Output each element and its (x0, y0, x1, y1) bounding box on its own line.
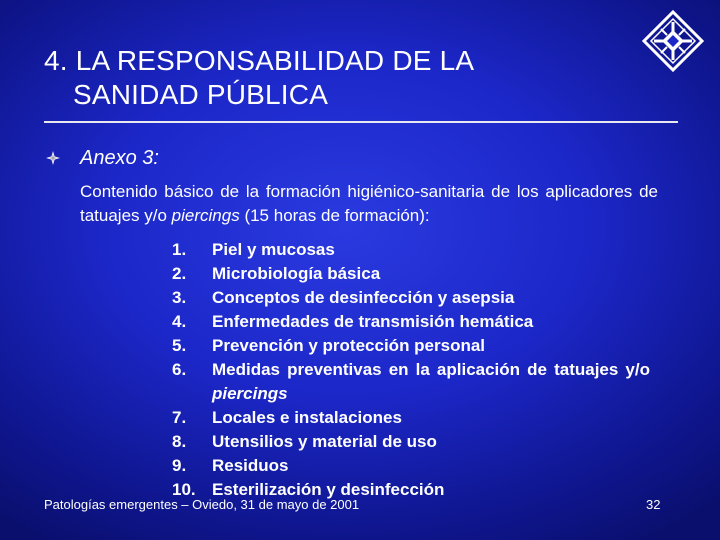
list-item-number: 7. (172, 408, 187, 427)
list-item-text: Piel y mucosas (212, 240, 335, 259)
list-item-number: 3. (172, 288, 187, 307)
list-item-number: 10. (172, 480, 196, 499)
list-item (172, 286, 650, 310)
list-item (172, 238, 650, 262)
annex-heading: Anexo 3: (80, 147, 159, 169)
list-item (172, 406, 650, 430)
list-item-number: 9. (172, 456, 187, 475)
list-item-number: 4. (172, 312, 187, 331)
list-item (172, 262, 650, 286)
slide-title-line2: SANIDAD PÚBLICA (73, 79, 329, 110)
list-item-text: Microbiología básica (212, 264, 381, 283)
list-item (172, 310, 650, 334)
list-item (172, 358, 650, 406)
list-item-text: Locales e instalaciones (212, 408, 402, 427)
list-item-text-main: Medidas preventivas en la aplicación de tatuajes y/o (212, 360, 650, 379)
list-item-text: Conceptos de desinfección y asepsia (212, 288, 515, 307)
topic-list (172, 238, 650, 502)
list-item-number: 5. (172, 336, 187, 355)
list-item-text: Esterilización y desinfección (212, 480, 445, 499)
list-item-text (212, 358, 650, 406)
slide-title-line1: 4. LA RESPONSABILIDAD DE LA (44, 45, 475, 76)
intro-text-part2: (15 horas de formación): (239, 206, 430, 225)
list-item-text: Prevención y protección personal (212, 336, 486, 355)
slide-title (44, 44, 474, 112)
list-item-number: 1. (172, 240, 187, 259)
diamond-emblem-icon (642, 10, 704, 72)
list-item (172, 334, 650, 358)
list-item-text: Enfermedades de transmisión hemática (212, 312, 534, 331)
intro-text-part1: Contenido básico de la formación higiénico-sanitaria de los aplicadores de tatuajes y/o (80, 182, 658, 225)
list-item-italic-term: piercings (212, 384, 288, 403)
page-number: 32 (646, 497, 661, 512)
list-item-text: Residuos (212, 456, 289, 475)
list-item-number: 2. (172, 264, 187, 283)
intro-paragraph (80, 180, 658, 228)
list-item-text: Utensilios y material de uso (212, 432, 437, 451)
list-item-number: 8. (172, 432, 187, 451)
star-bullet-icon (46, 151, 60, 165)
intro-italic-term: piercings (171, 206, 240, 225)
list-item (172, 430, 650, 454)
list-item-number: 6. (172, 360, 187, 379)
footer-text: Patologías emergentes – Oviedo, 31 de mayo de 2001 (44, 497, 360, 512)
list-item (172, 454, 650, 478)
title-divider (44, 121, 678, 123)
